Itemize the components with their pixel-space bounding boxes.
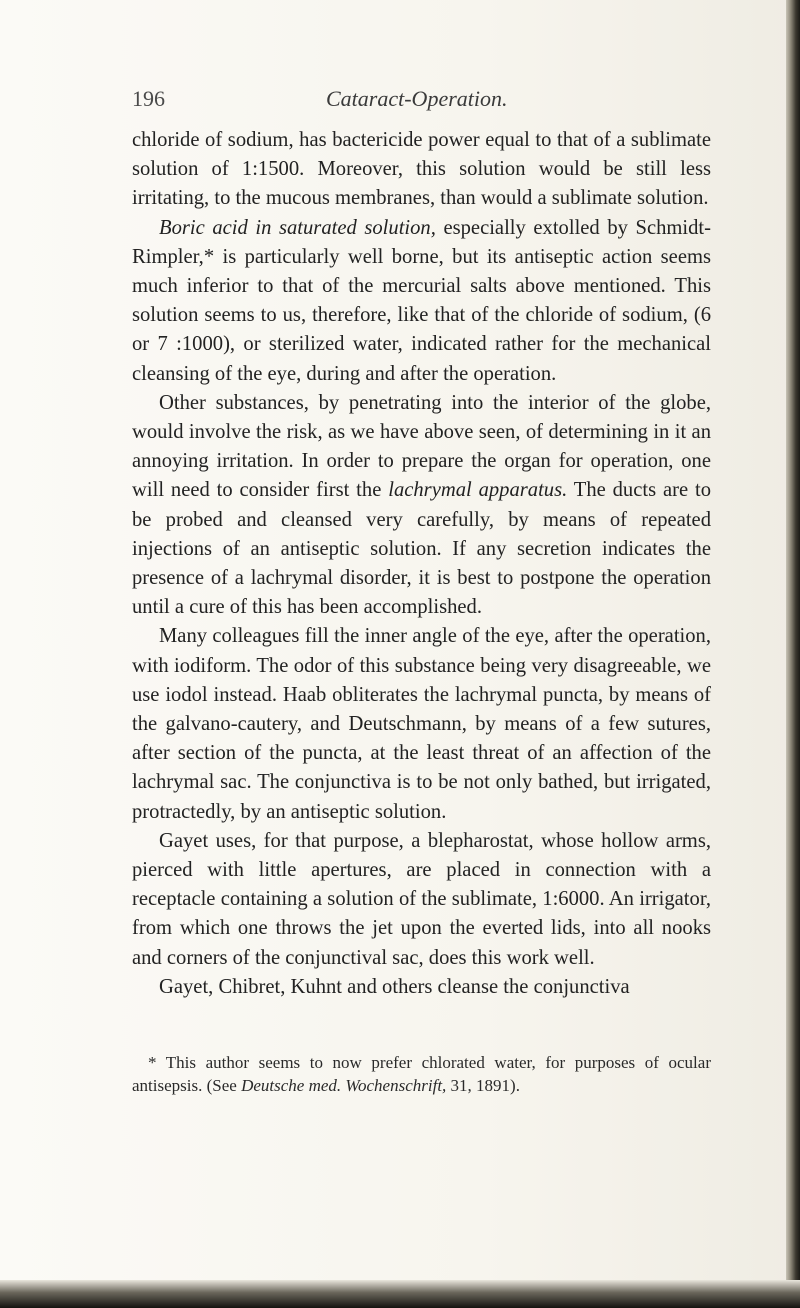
paragraph-6: Gayet, Chibret, Kuhnt and others cleanse the conjunctiva	[159, 975, 630, 998]
paragraph-3-italic: lachrymal apparatus.	[388, 479, 568, 502]
paragraph-3-text-end: The ducts are to be probed and cleansed very carefully, by means of repeated injections of an antiseptic solution. If any secretion indicates the presence of a lachrymal disorder, it is best to postpone the operation until a cure of this has been accomplished.	[132, 479, 711, 619]
paragraph-2-text: especially extolled by Schmidt-Rimpler,* is particularly well borne, but its antiseptic action seems much inferior to that of the mercurial salts above mentioned. This solution seems to us, therefore, like that of the chloride of sodium, (6 or 7 :1000), or sterilized water, indicated rather for the mechanical cleansing of the eye, during and after the operation.	[132, 216, 711, 385]
footnote-text-start: * This author seems to now prefer chlorated water, for purposes of ocular antisepsis. (See	[132, 1053, 711, 1095]
paragraph-1: chloride of sodium, has bactericide power equal to that of a sublimate solution of 1:1500. Moreover, this solution would be still less irritating, to the mucous membranes, than would a sublimate solution.	[132, 129, 711, 210]
body-text	[132, 126, 711, 1002]
page-bottom-shadow	[0, 1280, 800, 1308]
page-number: 196	[132, 86, 165, 111]
paragraph-4: Many colleagues fill the inner angle of the eye, after the operation, with iodiform. The odor of this substance being very disagreeable, we use iodol instead. Haab obliterates the lachrymal puncta, by means of the galvano-cautery, and Deutschmann, by means of a few sutures, after section of the puncta, at the least threat of an affection of the lachrymal sac. The conjunctiva is to be not only bathed, but irrigated, protractedly, by an antiseptic solution.	[132, 625, 711, 823]
footnote-text	[132, 1051, 711, 1097]
footnote	[132, 1051, 711, 1097]
footnote-text-end: 31, 1891).	[446, 1076, 520, 1095]
paragraph-3-text-start: Other substances, by penetrating into the interior of the globe, would involve the risk, as we have above seen, of determining in it an annoying irritation. In order to prepare the organ for operation, one will need to consider first the	[132, 391, 711, 502]
page-edge-shadow	[786, 0, 800, 1308]
paragraph-2-italic: Boric acid in saturated solution,	[159, 216, 436, 239]
footnote-italic: Deutsche med. Wochenschrift,	[241, 1076, 447, 1095]
running-head: Cataract-Operation.	[326, 86, 508, 111]
paragraph-5: Gayet uses, for that purpose, a blepharostat, whose hollow arms, pierced with little apertures, are placed in connection with a receptacle containing a solution of the sublimate, 1:6000. An irrigator, from which one throws the jet upon the everted lids, into all nooks and corners of the conjunctival sac, does this work well.	[132, 829, 711, 969]
paragraph-3	[132, 389, 711, 623]
paragraph-2	[132, 214, 711, 389]
